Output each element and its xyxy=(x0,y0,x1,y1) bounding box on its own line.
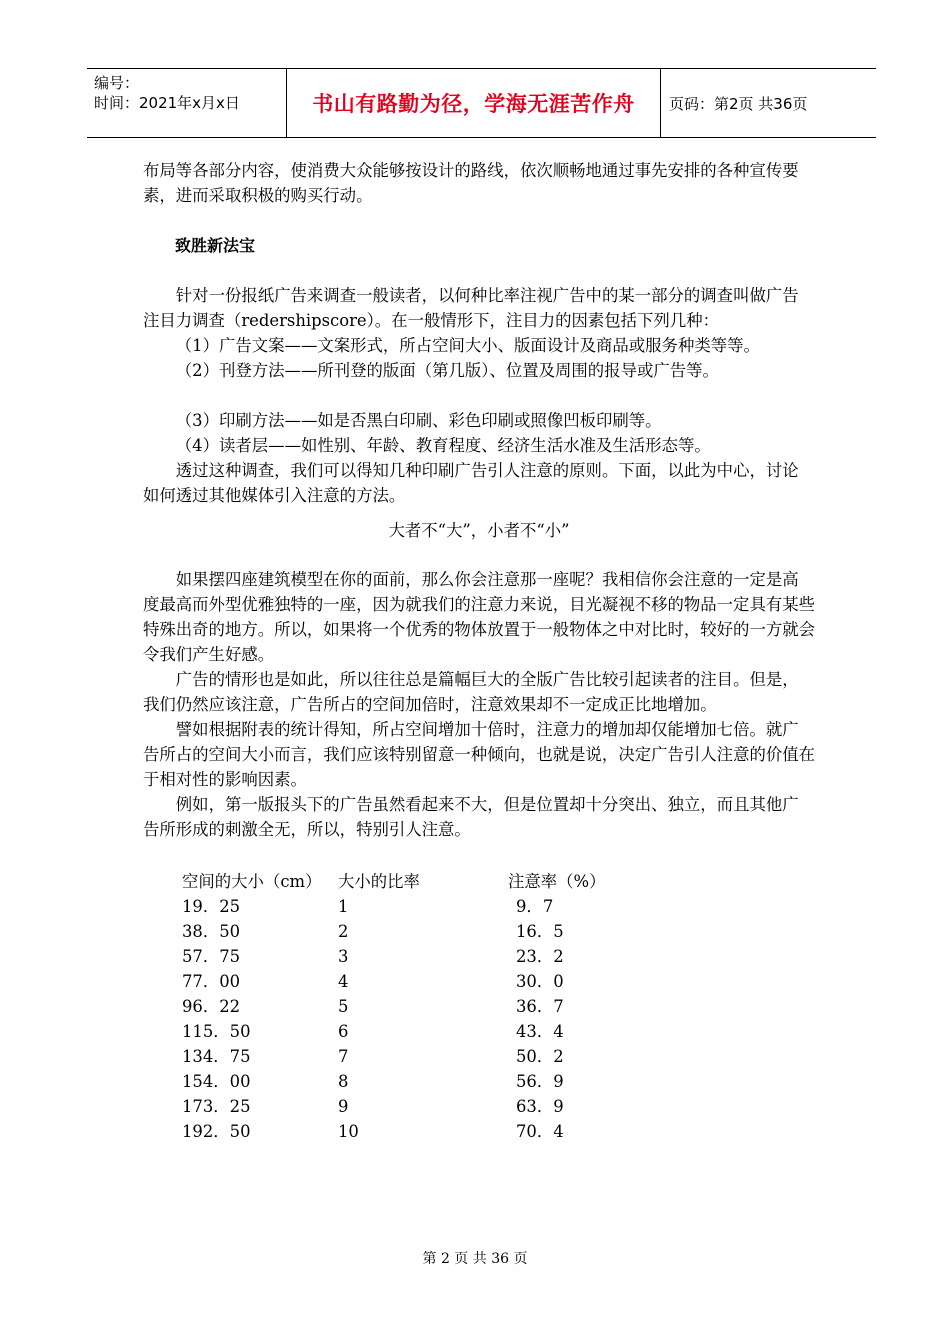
table-cell-ratio: 5 xyxy=(338,997,349,1016)
list-item-1: （1）广告文案——文案形式，所占空间大小、版面设计及商品或服务种类等等。 xyxy=(175,336,760,355)
list-item-4: （4）读者层——如性别、年龄、教育程度、经济生活水准及生活形态等。 xyxy=(175,436,711,455)
paragraph-continued: 布局等各部分内容，使消费大众能够按设计的路线，依次顺畅地通过事先安排的各种宣传要素，进而采取积极的购买行动。 xyxy=(143,161,799,205)
table-cell-ratio: 4 xyxy=(338,972,349,991)
table-cell-ratio: 3 xyxy=(338,947,349,966)
table-cell-size: 57．75 xyxy=(182,947,241,966)
list-item-2: （2）刊登方法——所刊登的版面（第几版）、位置及周围的报导或广告等。 xyxy=(175,361,719,380)
table-row xyxy=(182,1094,606,1119)
attention-rate-table xyxy=(182,869,606,1144)
table-cell-size: 96．22 xyxy=(182,997,241,1016)
table-cell-ratio: 10 xyxy=(338,1122,359,1141)
table-cell-ratio: 7 xyxy=(338,1047,349,1066)
table-cell-rate: 16．5 xyxy=(516,922,564,941)
paragraph-survey: 透过这种调查，我们可以得知几种印刷广告引人注意的原则。下面，以此为中心，讨论如何透过其他媒体引入注意的方法。 xyxy=(143,461,799,505)
table-cell-size: 173．25 xyxy=(182,1097,251,1116)
table-row xyxy=(182,1019,606,1044)
table-row xyxy=(182,894,606,919)
paragraph-example: 例如，第一版报头下的广告虽然看起来不大，但是位置却十分突出、独立，而且其他广告所形成的刺激全无，所以，特别引人注意。 xyxy=(143,795,799,839)
paragraph-models: 如果摆四座建筑模型在你的面前，那么你会注意那一座呢？我相信你会注意的一定是高度最高而外型优雅独特的一座，因为就我们的注意力来说，目光凝视不移的物品一定具有某些特殊出奇的地方。所以，如果将一个优秀的物体放置于一般物体之中对比时，较好的一方就会令我们产生好感。 xyxy=(143,570,816,664)
table-row xyxy=(182,1119,606,1144)
table-cell-size: 19．25 xyxy=(182,897,241,916)
paragraph-stats: 譬如根据附表的统计得知，所占空间增加十倍时，注意力的增加却仅能增加七倍。就广告所占的空间大小而言，我们应该特别留意一种倾向，也就是说，决定广告引人注意的价值在于相对性的影响因素。 xyxy=(143,720,816,789)
table-row xyxy=(182,944,606,969)
table-row xyxy=(182,919,606,944)
table-header-row xyxy=(182,869,606,894)
header-motto: 书山有路勤为径，学海无涯苦作舟 xyxy=(287,69,661,137)
page-header xyxy=(87,68,876,138)
table-row xyxy=(182,994,606,1019)
table-cell-rate: 36．7 xyxy=(516,997,564,1016)
table-cell-size: 154．00 xyxy=(182,1072,251,1091)
page-footer: 第 2 页 共 36 页 xyxy=(422,1251,528,1267)
header-meta xyxy=(87,69,287,137)
table-cell-ratio: 2 xyxy=(338,922,349,941)
section-heading: 致胜新法宝 xyxy=(175,236,256,255)
table-cell-rate: 30．0 xyxy=(516,972,564,991)
table-cell-rate: 50．2 xyxy=(516,1047,564,1066)
table-cell-ratio: 9 xyxy=(338,1097,349,1116)
table-cell-rate: 43．4 xyxy=(516,1022,564,1041)
table-cell-ratio: 8 xyxy=(338,1072,349,1091)
table-cell-size: 38．50 xyxy=(182,922,241,941)
document-body xyxy=(143,158,815,1144)
table-cell-size: 192．50 xyxy=(182,1122,251,1141)
list-item-3: （3）印刷方法——如是否黑白印刷、彩色印刷或照像凹板印刷等。 xyxy=(175,411,662,430)
table-row xyxy=(182,1069,606,1094)
table-cell-rate: 70．4 xyxy=(516,1122,564,1141)
subtitle: 大者不“大”，小者不“小” xyxy=(388,521,570,540)
table-cell-size: 134．75 xyxy=(182,1047,251,1066)
table-cell-ratio: 6 xyxy=(338,1022,349,1041)
header-time-label: 时间：2021年x月x日 xyxy=(94,94,240,112)
header-number-label: 编号： xyxy=(94,74,140,92)
header-page-info: 页码：第2页 共36页 xyxy=(669,94,808,113)
table-cell-rate: 63．9 xyxy=(516,1097,564,1116)
table-header-rate: 注意率（%） xyxy=(508,872,606,891)
table-cell-rate: 23．2 xyxy=(516,947,564,966)
paragraph-ads: 广告的情形也是如此，所以往往总是篇幅巨大的全版广告比较引起读者的注目。但是，我们仍然应该注意，广告所占的空间加倍时，注意效果却不一定成正比地增加。 xyxy=(143,670,799,714)
table-cell-rate: 9．7 xyxy=(516,897,554,916)
table-header-ratio: 大小的比率 xyxy=(338,872,420,891)
table-cell-size: 115．50 xyxy=(182,1022,251,1041)
table-cell-ratio: 1 xyxy=(338,897,349,916)
table-cell-size: 77．00 xyxy=(182,972,241,991)
table-row xyxy=(182,1044,606,1069)
table-header-size: 空间的大小（cm） xyxy=(182,872,322,891)
paragraph-intro: 针对一份报纸广告来调查一般读者，以何种比率注视广告中的某一部分的调查叫做广告注目力调查（redershipscore）。在一般情形下，注目力的因素包括下列几种： xyxy=(143,286,799,330)
table-cell-rate: 56．9 xyxy=(516,1072,564,1091)
table-row xyxy=(182,969,606,994)
